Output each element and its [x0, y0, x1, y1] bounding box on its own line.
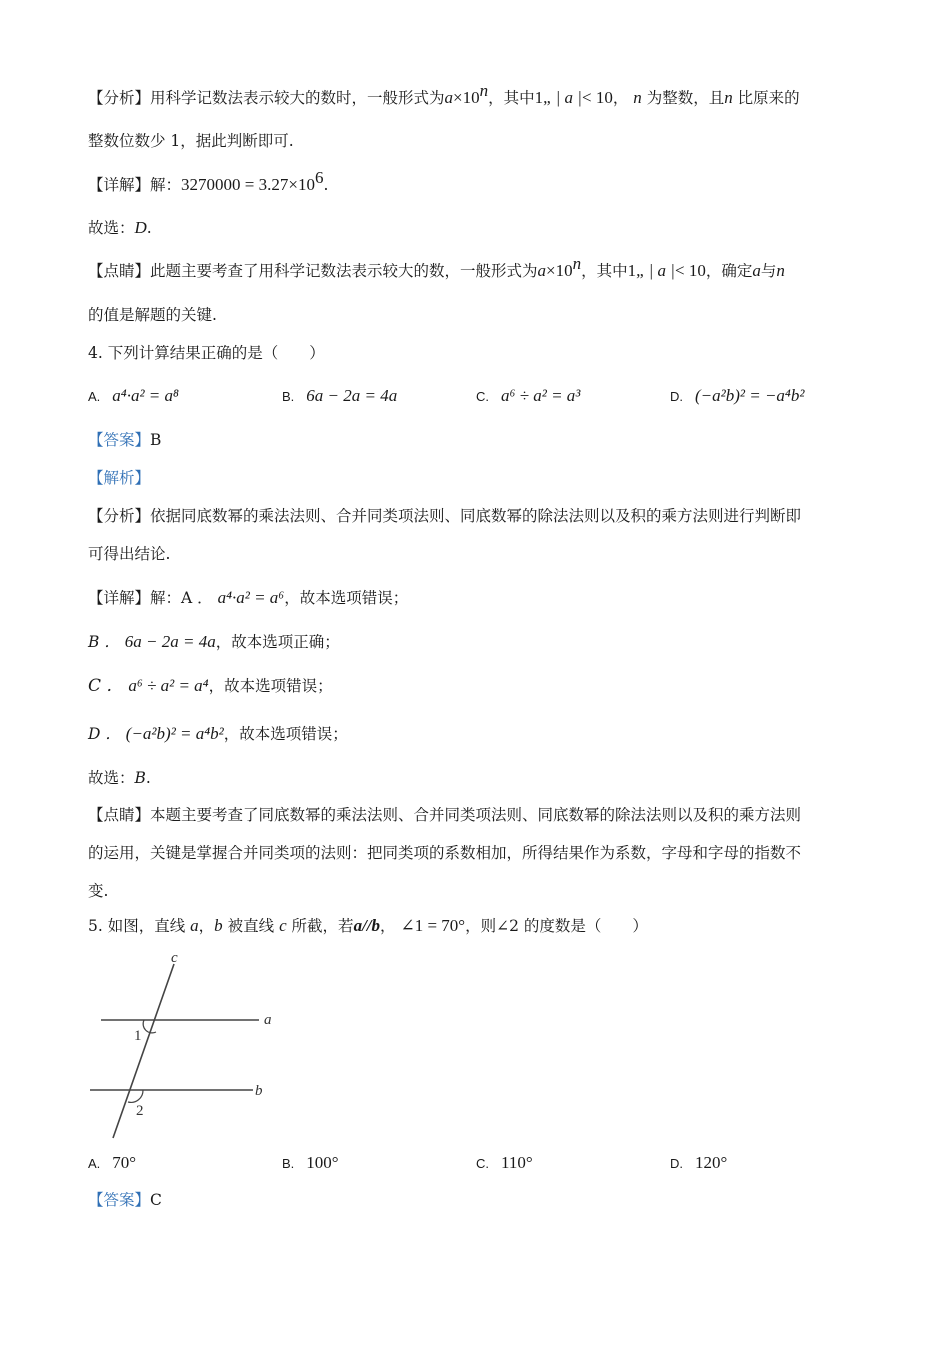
- q3-comment-line-2: 的值是解题的关键.: [88, 306, 217, 324]
- stem-var: c: [279, 916, 287, 935]
- q4-comment-line-2: 的运用，关键是掌握合并同类项的法则：把同类项的系数相加，所得结果作为系数，字母和字母的指数不: [88, 844, 802, 862]
- q4-analysis-line-2: 可得出结论.: [88, 545, 171, 563]
- text: D ．: [88, 725, 121, 743]
- q4-stem: 4. 下列计算结果正确的是（ ）: [88, 344, 325, 362]
- label-c: c: [171, 950, 178, 966]
- cond-right: < 10: [674, 261, 706, 280]
- option-label: A.: [88, 389, 101, 404]
- stem-parallel: a//b: [353, 916, 381, 935]
- option-label: D.: [670, 389, 683, 404]
- text: ，故本选项错误；: [223, 725, 348, 743]
- text: ，其中: [581, 262, 628, 280]
- option-label: A.: [88, 1156, 101, 1171]
- label-b: b: [255, 1083, 263, 1099]
- option-label: B.: [282, 389, 295, 404]
- text: 本题主要考查了同底数幂的乘法法则、合并同类项法则、同底数幂的除法法则以及积的乘方法则: [150, 806, 802, 824]
- detail-tag: 【详解】: [88, 589, 151, 607]
- q4-answer-line: [88, 428, 161, 452]
- option-value: 110°: [501, 1153, 533, 1172]
- option-label: D.: [670, 1156, 683, 1171]
- text: .: [146, 219, 152, 237]
- q5-answer-line: [88, 1188, 162, 1212]
- option-expr: a⁶ ÷ a² = a³: [501, 386, 581, 405]
- text: ，: [380, 917, 396, 935]
- math-n-sup: n: [479, 81, 489, 100]
- cond-sub: „: [636, 261, 644, 280]
- option-expr: 6a − 2a = 4a: [306, 386, 398, 405]
- comment-tag: 【点睛】: [88, 806, 151, 824]
- text: ，其中: [488, 89, 535, 107]
- label-2: 2: [136, 1103, 144, 1119]
- text: 所截，若: [291, 917, 354, 935]
- cond-abs-a: | a |: [648, 261, 675, 280]
- text: ，故本选项正确；: [215, 633, 340, 651]
- q3-comment-line: [88, 254, 785, 283]
- q4-option-a: [88, 384, 179, 409]
- q4-jiexi-tag: 【解析】: [88, 469, 151, 487]
- option-value: 70°: [112, 1153, 137, 1172]
- text: .: [145, 769, 151, 787]
- text: 用科学记数法表示较大的数时，一般形式为: [150, 89, 445, 107]
- q5-option-b: [282, 1151, 339, 1176]
- analysis-tag: 【分析】: [88, 507, 151, 525]
- text: ，故本选项错误；: [208, 677, 333, 695]
- q4-detail-b: [88, 630, 340, 654]
- q4-choose-line: [88, 766, 151, 790]
- comment-tag: 【点睛】: [88, 262, 151, 280]
- q3-choose-line: [88, 216, 152, 240]
- answer-tag: 【答案】: [88, 1191, 151, 1209]
- stem-angle: ∠1 = 70°: [400, 916, 466, 935]
- text: 解：A ．: [150, 589, 213, 607]
- q4-detail-d: [88, 722, 348, 746]
- option-label: B.: [282, 1156, 295, 1171]
- math-times10: ×10: [453, 88, 480, 107]
- math-n: n: [776, 261, 785, 280]
- math-a: a: [537, 261, 547, 280]
- text: .: [323, 176, 329, 194]
- stem-var: a: [190, 916, 199, 935]
- math-n: n: [633, 88, 642, 107]
- label-1: 1: [134, 1028, 142, 1044]
- line-c: [113, 964, 174, 1138]
- choose-answer: B: [134, 769, 146, 787]
- answer-tag: 【答案】: [88, 431, 151, 449]
- detail-exp: 6: [314, 168, 324, 187]
- text: 此题主要考查了用科学记数法表示较大的数，一般形式为: [150, 262, 538, 280]
- q4-comment-line: [88, 803, 801, 827]
- q5-option-a: [88, 1151, 136, 1176]
- q5-option-c: [476, 1151, 533, 1176]
- text: 故选：: [88, 769, 135, 787]
- cond-left: 1: [627, 261, 637, 280]
- math-times10: ×10: [546, 261, 573, 280]
- cond-left: 1: [534, 88, 544, 107]
- text: B ．: [88, 633, 120, 651]
- option-value: 100°: [306, 1153, 339, 1172]
- cond-sub: „: [543, 88, 551, 107]
- detail-expr: 6a − 2a = 4a: [124, 632, 216, 651]
- analysis-tag: 【分析】: [88, 89, 151, 107]
- text: 为整数，且: [646, 89, 725, 107]
- q4-option-b: [282, 384, 397, 409]
- q4-detail-c: [88, 674, 333, 698]
- text: ，: [612, 89, 629, 107]
- text: 被直线: [227, 917, 275, 935]
- text: 故选：: [88, 219, 135, 237]
- q4-option-c: [476, 384, 580, 409]
- q4-option-d: [670, 384, 804, 409]
- text: 与: [760, 262, 777, 280]
- text: 依据同底数幂的乘法法则、合并同类项法则、同底数幂的除法法则以及积的乘方法则进行判断即: [150, 507, 802, 525]
- math-n-sup: n: [572, 254, 582, 273]
- answer-value: B: [150, 431, 162, 449]
- text: ，故本选项错误；: [284, 589, 409, 607]
- option-value: 120°: [695, 1153, 728, 1172]
- text: C ．: [88, 676, 124, 696]
- detail-expr: (−a²b)² = a⁴b²: [125, 724, 224, 743]
- cond-abs-a: | a |: [555, 88, 582, 107]
- cond-right: < 10: [581, 88, 613, 107]
- answer-value: C: [150, 1191, 162, 1209]
- text: 比原来的: [737, 89, 800, 107]
- q5-stem: [88, 914, 648, 938]
- text: ，: [198, 917, 215, 935]
- detail-tag: 【详解】: [88, 176, 151, 194]
- detail-expr: 3270000 = 3.27×10: [181, 175, 315, 194]
- detail-expr: a⁴·a² = a⁶: [217, 588, 285, 607]
- option-expr: a⁴·a² = a⁸: [112, 386, 179, 405]
- option-label: C.: [476, 1156, 489, 1171]
- math-n: n: [724, 88, 733, 107]
- q4-analysis-line: [88, 504, 801, 528]
- angle-2-arc: [128, 1090, 143, 1102]
- option-label: C.: [476, 389, 489, 404]
- detail-expr: a⁶ ÷ a² = a⁴: [128, 676, 209, 695]
- q3-analysis-line: [88, 81, 800, 110]
- text: 5. 如图，直线: [88, 917, 186, 935]
- stem-var: b: [214, 916, 223, 935]
- q3-detail-line: [88, 168, 329, 197]
- q4-detail-a: [88, 586, 408, 610]
- text: ，则∠2 的度数是（ ）: [465, 917, 648, 935]
- parallel-lines-figure: [85, 948, 285, 1143]
- label-a: a: [264, 1012, 272, 1028]
- q4-comment-line-3: 变.: [88, 882, 109, 900]
- choose-answer: D: [134, 218, 147, 237]
- q5-option-d: [670, 1151, 727, 1176]
- text: ，确定: [705, 262, 753, 280]
- option-expr: (−a²b)² = −a⁴b²: [695, 386, 805, 405]
- math-a: a: [444, 88, 454, 107]
- q3-analysis-line-2: 整数位数少 1，据此判断即可.: [88, 132, 294, 150]
- math-a: a: [752, 261, 761, 280]
- text: 解：: [150, 176, 182, 194]
